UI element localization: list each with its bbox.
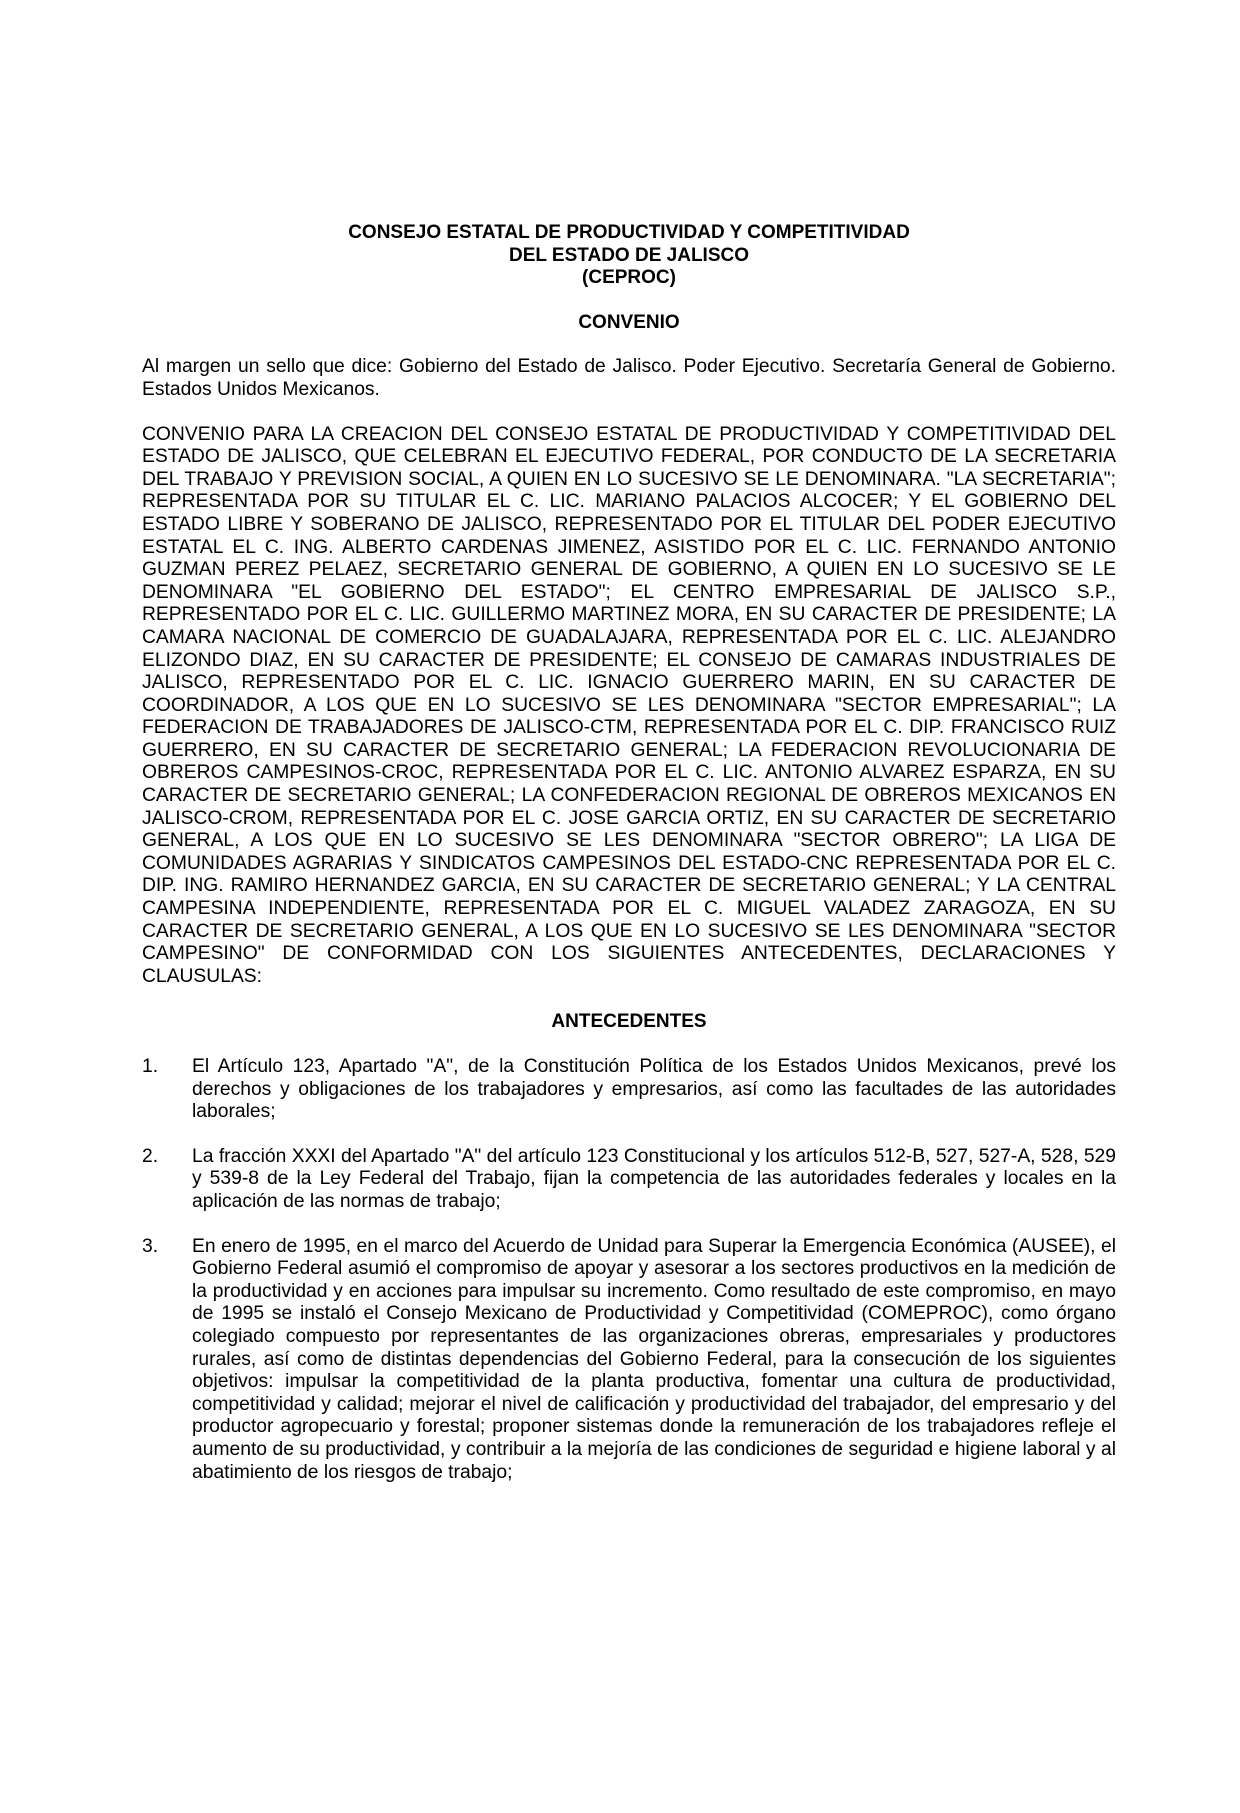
list-item-number: 3.: [142, 1235, 159, 1257]
title-line-3: (CEPROC): [582, 267, 676, 289]
list-item-text: En enero de 1995, en el marco del Acuerdo de Unidad para Superar la Emergencia Económica (AUSEE), el Gobierno Federal asumió el compromiso de apoyar y asesorar a los sectores productivos en la medición de la productividad y en acciones para impulsar su incremento. Como resultado de este compromiso, en mayo de 1995 se instaló el Consejo Mexicano de Productividad y Competitividad (COMEPROC), como órgano colegiado compuesto por representantes de las organizaciones obreras, empresariales y productores rurales, así como de distintas dependencias del Gobierno Federal, para la consecución de los siguientes objetivos: impulsar la competitividad de la planta productiva, fomentar una cultura de productividad, competitividad y calidad; mejorar el nivel de calificación y productividad del trabajador, del empresario y del productor agropecuario y forestal; proponer sistemas donde la remuneración de los trabajadores refleje el aumento de su productividad, y contribuir a la mejoría de las condiciones de seguridad e higiene laboral y al abatimiento de los riesgos de trabajo;: [192, 1235, 1116, 1483]
title-line-1: CONSEJO ESTATAL DE PRODUCTIVIDAD Y COMPETITIVIDAD: [348, 222, 910, 243]
list-item-number: 2.: [142, 1145, 159, 1167]
list-item-text: La fracción XXXI del Apartado "A" del artículo 123 Constitucional y los artículos 512-B, 527, 527-A, 528, 529 y 539-8 de la Ley Federal del Trabajo, fijan la competencia de las autoridades federales y locales en la aplicación de las normas de trabajo;: [192, 1145, 1116, 1212]
seal-note: Al margen un sello que dice: Gobierno del Estado de Jalisco. Poder Ejecutivo. Secretaría General de Gobierno. Estados Unidos Mexicanos.: [142, 356, 1116, 400]
list-item: [142, 1146, 1116, 1214]
antecedentes-list: [142, 1056, 1116, 1484]
list-item: [142, 1056, 1116, 1124]
intro-paragraph: CONVENIO PARA LA CREACION DEL CONSEJO ESTATAL DE PRODUCTIVIDAD Y COMPETITIVIDAD DEL ESTADO DE JALISCO, QUE CELEBRAN EL EJECUTIVO FEDERAL, POR CONDUCTO DE LA SECRETARIA DEL TRABAJO Y PREVISION SOCIAL, A QUIEN EN LO SUCESIVO SE LE DENOMINARA. "LA SECRETARIA"; REPRESENTADA POR SU TITULAR EL C. LIC. MARIANO PALACIOS ALCOCER; Y EL GOBIERNO DEL ESTADO LIBRE Y SOBERANO DE JALISCO, REPRESENTADO POR EL TITULAR DEL PODER EJECUTIVO ESTATAL EL C. ING. ALBERTO CARDENAS JIMENEZ, ASISTIDO POR EL C. LIC. FERNANDO ANTONIO GUZMAN PEREZ PELAEZ, SECRETARIO GENERAL DE GOBIERNO, A QUIEN EN LO SUCESIVO SE LE DENOMINARA "EL GOBIERNO DEL ESTADO"; EL CENTRO EMPRESARIAL DE JALISCO S.P., REPRESENTADO POR EL C. LIC. GUILLERMO MARTINEZ MORA, EN SU CARACTER DE PRESIDENTE; LA CAMARA NACIONAL DE COMERCIO DE GUADALAJARA, REPRESENTADA POR EL C. LIC. ALEJANDRO ELIZONDO DIAZ, EN SU CARACTER DE PRESIDENTE; EL CONSEJO DE CAMARAS INDUSTRIALES DE JALISCO, REPRESENTADO POR EL C. LIC. IGNACIO GUERRERO MARIN, EN SU CARACTER DE COORDINADOR, A LOS QUE EN LO SUCESIVO SE LES DENOMINARA "SECTOR EMPRESARIAL"; LA FEDERACION DE TRABAJADORES DE JALISCO-CTM, REPRESENTADA POR EL C. DIP. FRANCISCO RUIZ GUERRERO, EN SU CARACTER DE SECRETARIO GENERAL; LA FEDERACION REVOLUCIONARIA DE OBREROS CAMPESINOS-CROC, REPRESENTADA POR EL C. LIC. ANTONIO ALVAREZ ESPARZA, EN SU CARACTER DE SECRETARIO GENERAL; LA CONFEDERACION REGIONAL DE OBREROS MEXICANOS EN JALISCO-CROM, REPRESENTADA POR EL C. JOSE GARCIA ORTIZ, EN SU CARACTER DE SECRETARIO GENERAL, A LOS QUE EN LO SUCESIVO SE LES DENOMINARA "SECTOR OBRERO"; LA LIGA DE COMUNIDADES AGRARIAS Y SINDICATOS CAMPESINOS DEL ESTADO-CNC REPRESENTADA POR EL C. DIP. ING. RAMIRO HERNANDEZ GARCIA, EN SU CARACTER DE SECRETARIO GENERAL; Y LA CENTRAL CAMPESINA INDEPENDIENTE, REPRESENTADA POR EL C. MIGUEL VALADEZ ZARAGOZA, EN SU CARACTER DE SECRETARIO GENERAL, A LOS QUE EN LO SUCESIVO SE LES DENOMINARA "SECTOR CAMPESINO" DE CONFORMIDAD CON LOS SIGUIENTES ANTECEDENTES, DECLARACIONES Y CLAUSULAS:: [142, 423, 1116, 987]
list-item-number: 1.: [142, 1056, 159, 1077]
document-subtitle: CONVENIO: [578, 311, 680, 333]
document-title: [142, 222, 1116, 290]
antecedentes-heading: ANTECEDENTES: [551, 1011, 707, 1033]
list-item-text: El Artículo 123, Apartado "A", de la Constitución Política de los Estados Unidos Mexicanos, prevé los derechos y obligaciones de los trabajadores y empresarios, así como las facultades de las autoridades laborales;: [192, 1056, 1116, 1123]
list-item: [142, 1236, 1116, 1485]
title-line-2: DEL ESTADO DE JALISCO: [509, 244, 749, 266]
document-content: [142, 222, 1116, 1506]
